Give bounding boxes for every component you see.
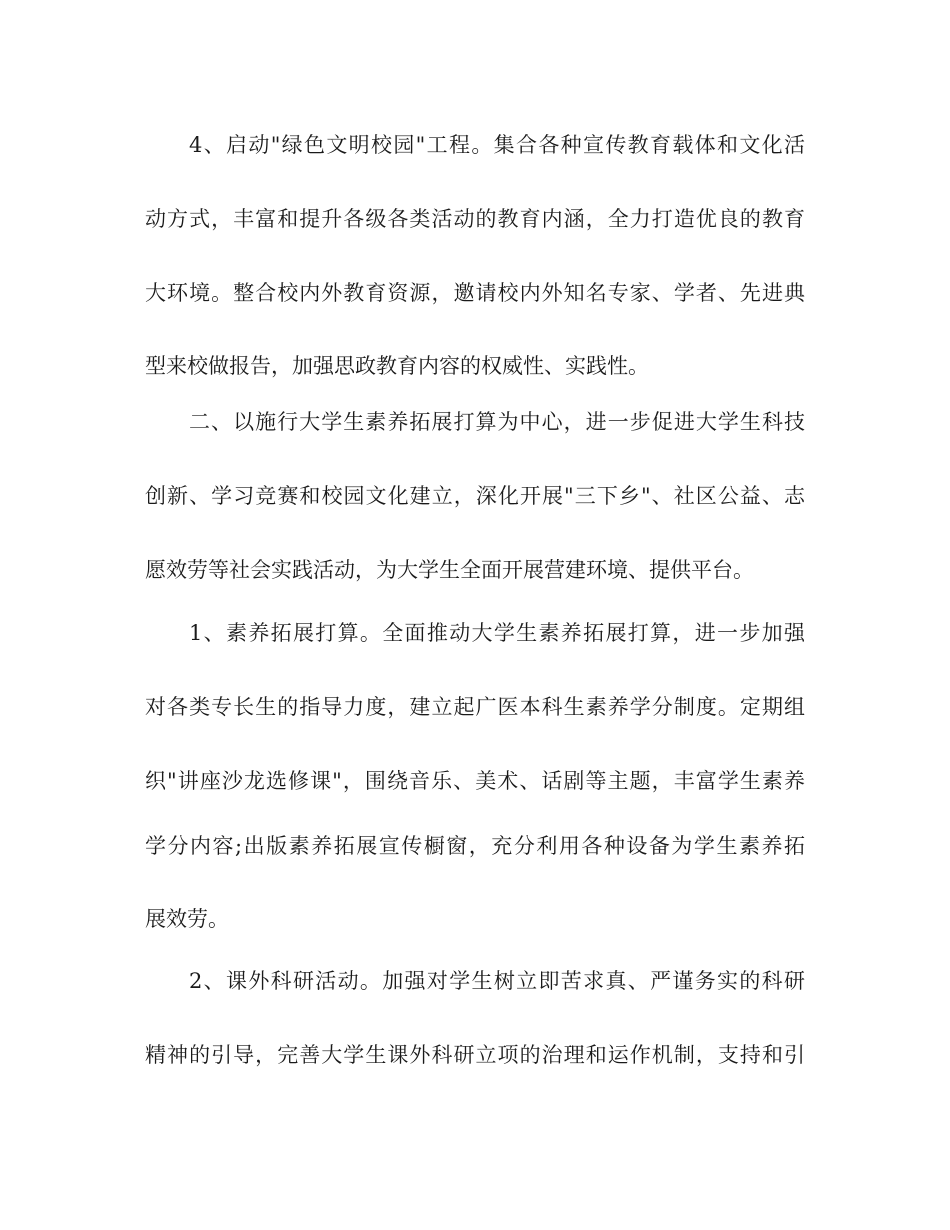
paragraph-line: 2、课外科研活动。加强对学生树立即苦求真、严谨务实的科研	[189, 969, 805, 993]
paragraph-line: 织"讲座沙龙选修课"，围绕音乐、美术、话剧等主题，丰富学生素养	[145, 769, 805, 793]
paragraph-line: 学分内容;出版素养拓展宣传橱窗，充分利用各种设备为学生素养拓	[145, 834, 805, 858]
paragraph-line: 4、启动"绿色文明校园"工程。集合各种宣传教育载体和文化活	[189, 133, 805, 157]
paragraph-line: 二、以施行大学生素养拓展打算为中心，进一步促进大学生科技	[189, 410, 805, 434]
paragraph-line: 精神的引导，完善大学生课外科研立项的治理和运作机制，支持和引	[145, 1043, 805, 1067]
paragraph-line: 1、素养拓展打算。全面推动大学生素养拓展打算，进一步加强	[189, 621, 805, 645]
paragraph-line: 动方式，丰富和提升各级各类活动的教育内涵，全力打造优良的教育	[145, 207, 805, 231]
paragraph-line: 展效劳。	[145, 907, 229, 931]
paragraph-line: 对各类专长生的指导力度，建立起广医本科生素养学分制度。定期组	[145, 695, 805, 719]
paragraph-line: 型来校做报告，加强思政教育内容的权威性、实践性。	[145, 354, 649, 378]
paragraph-line: 创新、学习竞赛和校园文化建立，深化开展"三下乡"、社区公益、志	[145, 484, 805, 508]
paragraph-line: 愿效劳等社会实践活动，为大学生全面开展营建环境、提供平台。	[145, 558, 754, 582]
paragraph-line: 大环境。整合校内外教育资源，邀请校内外知名专家、学者、先进典	[145, 281, 805, 305]
